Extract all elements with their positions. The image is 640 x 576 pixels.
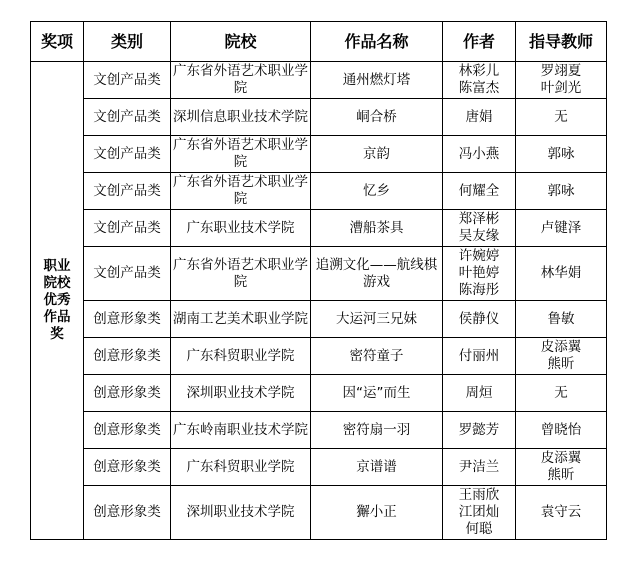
award-name: 职业院校优秀作品奖 [43, 258, 71, 342]
awards-table [30, 21, 607, 540]
header-category: 类别 [84, 22, 171, 62]
header-author: 作者 [443, 22, 516, 62]
work-title-cell: 京韵 [311, 136, 443, 173]
header-award: 奖项 [31, 22, 84, 62]
author-cell: 付丽州 [443, 338, 516, 375]
author-cell: 林彩儿 陈富杰 [443, 62, 516, 99]
table-body [31, 62, 607, 540]
table-row [31, 210, 607, 247]
teacher-cell: 卢键泽 [516, 210, 607, 247]
table-row [31, 173, 607, 210]
school-cell: 深圳职业技术学院 [171, 486, 311, 540]
school-cell: 广东省外语艺术职业学院 [171, 173, 311, 210]
teacher-cell: 无 [516, 99, 607, 136]
teacher-cell: 林华娟 [516, 247, 607, 301]
category-cell: 创意形象类 [84, 375, 171, 412]
author-cell: 何耀全 [443, 173, 516, 210]
school-cell: 广东科贸职业学院 [171, 449, 311, 486]
teacher-cell: 郭咏 [516, 173, 607, 210]
category-cell: 创意形象类 [84, 301, 171, 338]
school-cell: 深圳信息职业技术学院 [171, 99, 311, 136]
work-title-cell: 獬小正 [311, 486, 443, 540]
work-title-cell: 密符童子 [311, 338, 443, 375]
work-title-cell: 忆乡 [311, 173, 443, 210]
author-cell: 罗懿芳 [443, 412, 516, 449]
category-cell: 文创产品类 [84, 247, 171, 301]
teacher-cell: 鲁敏 [516, 301, 607, 338]
school-cell: 广东省外语艺术职业学院 [171, 62, 311, 99]
work-title-cell: 通州燃灯塔 [311, 62, 443, 99]
teacher-cell: 曾晓怡 [516, 412, 607, 449]
award-name-cell [31, 62, 84, 540]
school-cell: 深圳职业技术学院 [171, 375, 311, 412]
category-cell: 文创产品类 [84, 99, 171, 136]
header-work-title: 作品名称 [311, 22, 443, 62]
table-row [31, 62, 607, 99]
category-cell: 文创产品类 [84, 173, 171, 210]
work-title-cell: 峒合桥 [311, 99, 443, 136]
table-row [31, 99, 607, 136]
table-row [31, 486, 607, 540]
teacher-cell: 皮添翼 熊昕 [516, 338, 607, 375]
work-title-cell: 京谱谱 [311, 449, 443, 486]
school-cell: 广东职业技术学院 [171, 210, 311, 247]
teacher-cell: 无 [516, 375, 607, 412]
work-title-cell: 追溯文化——航线棋游戏 [311, 247, 443, 301]
school-cell: 广东科贸职业学院 [171, 338, 311, 375]
table-row [31, 247, 607, 301]
table-row [31, 375, 607, 412]
table-row [31, 412, 607, 449]
school-cell: 广东省外语艺术职业学院 [171, 136, 311, 173]
author-cell: 冯小燕 [443, 136, 516, 173]
school-cell: 广东省外语艺术职业学院 [171, 247, 311, 301]
work-title-cell: 密符扇一羽 [311, 412, 443, 449]
category-cell: 文创产品类 [84, 62, 171, 99]
author-cell: 郑泽彬 吴友缘 [443, 210, 516, 247]
teacher-cell: 郭咏 [516, 136, 607, 173]
table-row [31, 136, 607, 173]
teacher-cell: 罗翊夏 叶剑光 [516, 62, 607, 99]
author-cell: 周烜 [443, 375, 516, 412]
school-cell: 湖南工艺美术职业学院 [171, 301, 311, 338]
header-row [31, 22, 607, 62]
category-cell: 创意形象类 [84, 338, 171, 375]
author-cell: 尹洁兰 [443, 449, 516, 486]
header-teacher: 指导教师 [516, 22, 607, 62]
category-cell: 文创产品类 [84, 136, 171, 173]
author-cell: 唐娟 [443, 99, 516, 136]
author-cell: 侯静仪 [443, 301, 516, 338]
author-cell: 王雨欣 江团灿 何聪 [443, 486, 516, 540]
author-cell: 许婉婷 叶艳婷 陈海彤 [443, 247, 516, 301]
table-row [31, 301, 607, 338]
teacher-cell: 袁守云 [516, 486, 607, 540]
teacher-cell: 皮添翼 熊昕 [516, 449, 607, 486]
work-title-cell: 漕船茶具 [311, 210, 443, 247]
table-row [31, 338, 607, 375]
category-cell: 文创产品类 [84, 210, 171, 247]
category-cell: 创意形象类 [84, 449, 171, 486]
table-row [31, 449, 607, 486]
work-title-cell: 因“运”而生 [311, 375, 443, 412]
header-school: 院校 [171, 22, 311, 62]
school-cell: 广东岭南职业技术学院 [171, 412, 311, 449]
category-cell: 创意形象类 [84, 486, 171, 540]
category-cell: 创意形象类 [84, 412, 171, 449]
work-title-cell: 大运河三兄妹 [311, 301, 443, 338]
